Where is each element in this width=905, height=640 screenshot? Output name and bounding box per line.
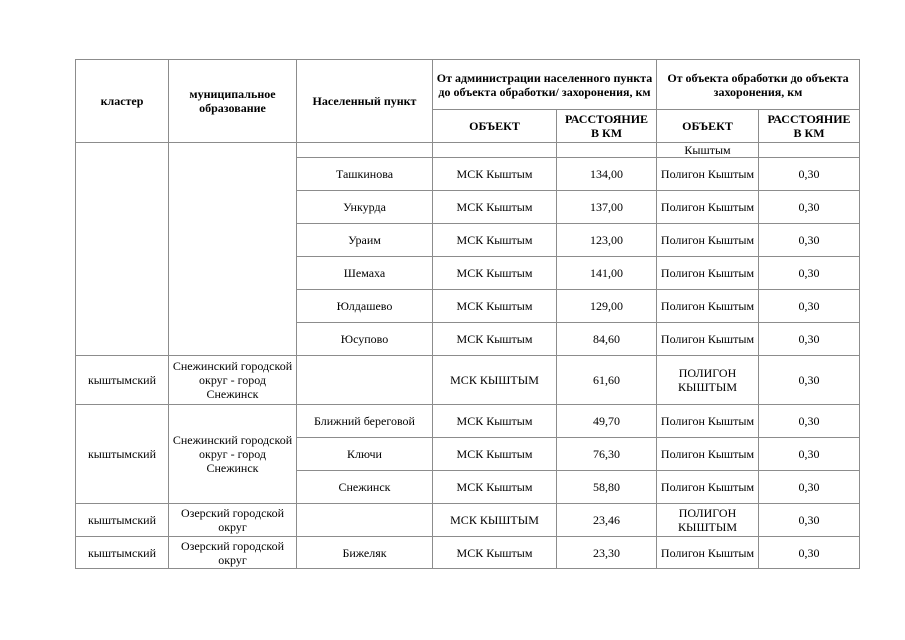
distance2-cell: 0,30 — [759, 438, 860, 471]
object1-cell: МСК Кыштым — [433, 290, 557, 323]
municipality-cell: Озерский городской округ — [169, 537, 297, 569]
settlement-cell: Юлдашево — [297, 290, 433, 323]
header-group-admin-to-object: От администрации населенного пункта до объекта обработки/ захоронения, км — [433, 60, 657, 110]
object1-cell: МСК КЫШТЫМ — [433, 356, 557, 405]
object1-cell: МСК Кыштым — [433, 323, 557, 356]
object2-cell: Полигон Кыштым — [657, 438, 759, 471]
klaster-cell: кыштымский — [76, 537, 169, 569]
object2-cell: Полигон Кыштым — [657, 257, 759, 290]
object2-cell: Полигон Кыштым — [657, 471, 759, 504]
object1-cell: МСК Кыштым — [433, 257, 557, 290]
object1-cell: МСК КЫШТЫМ — [433, 504, 557, 537]
header-object-1: ОБЪЕКТ — [433, 110, 557, 143]
distance2-cell: 0,30 — [759, 356, 860, 405]
header-settlement: Населенный пункт — [297, 60, 433, 143]
distance2-cell: 0,30 — [759, 290, 860, 323]
settlement-cell: Ключи — [297, 438, 433, 471]
object2-cell: Полигон Кыштым — [657, 405, 759, 438]
object1-cell: МСК Кыштым — [433, 158, 557, 191]
object2-cell: Полигон Кыштым — [657, 224, 759, 257]
object1-cell — [433, 143, 557, 158]
distance1-cell: 23,30 — [557, 537, 657, 569]
object1-cell: МСК Кыштым — [433, 191, 557, 224]
distance2-cell: 0,30 — [759, 323, 860, 356]
settlement-cell: Шемаха — [297, 257, 433, 290]
settlement-cell: Ташкинова — [297, 158, 433, 191]
settlement-cell — [297, 356, 433, 405]
distance1-cell: 58,80 — [557, 471, 657, 504]
distance1-cell: 134,00 — [557, 158, 657, 191]
settlement-cell: Бижеляк — [297, 537, 433, 569]
klaster-cell: кыштымский — [76, 405, 169, 504]
distance1-cell: 129,00 — [557, 290, 657, 323]
distance2-cell: 0,30 — [759, 405, 860, 438]
object2-cell: Кыштым — [657, 143, 759, 158]
object2-cell: Полигон Кыштым — [657, 537, 759, 569]
distance2-cell: 0,30 — [759, 191, 860, 224]
settlement-cell: Ближний береговой — [297, 405, 433, 438]
distance2-cell: 0,30 — [759, 158, 860, 191]
object1-cell: МСК Кыштым — [433, 224, 557, 257]
distance1-cell: 49,70 — [557, 405, 657, 438]
distance2-cell — [759, 143, 860, 158]
object1-cell: МСК Кыштым — [433, 537, 557, 569]
distance1-cell: 61,60 — [557, 356, 657, 405]
distance1-cell: 23,46 — [557, 504, 657, 537]
distance1-cell: 123,00 — [557, 224, 657, 257]
table-row — [76, 143, 860, 158]
distance1-cell: 137,00 — [557, 191, 657, 224]
distance1-cell — [557, 143, 657, 158]
object2-cell: ПОЛИГОН КЫШТЫМ — [657, 356, 759, 405]
settlement-cell: Юсупово — [297, 323, 433, 356]
object1-cell: МСК Кыштым — [433, 405, 557, 438]
object2-cell: Полигон Кыштым — [657, 158, 759, 191]
header-distance-2: РАССТОЯНИЕ В КМ — [759, 110, 860, 143]
header-object-2: ОБЪЕКТ — [657, 110, 759, 143]
distance1-cell: 141,00 — [557, 257, 657, 290]
settlement-cell — [297, 504, 433, 537]
object2-cell: Полигон Кыштым — [657, 323, 759, 356]
object2-cell: Полигон Кыштым — [657, 290, 759, 323]
distance2-cell: 0,30 — [759, 504, 860, 537]
table-row — [76, 504, 860, 537]
distance2-cell: 0,30 — [759, 224, 860, 257]
distance1-cell: 76,30 — [557, 438, 657, 471]
table-row — [76, 405, 860, 438]
distance2-cell: 0,30 — [759, 537, 860, 569]
header-municipality: муниципальное образование — [169, 60, 297, 143]
distance1-cell: 84,60 — [557, 323, 657, 356]
object1-cell: МСК Кыштым — [433, 438, 557, 471]
klaster-cell: кыштымский — [76, 504, 169, 537]
distance-table — [75, 59, 860, 569]
distance2-cell: 0,30 — [759, 257, 860, 290]
settlement-cell: Ураим — [297, 224, 433, 257]
table-row — [76, 537, 860, 569]
municipality-cell — [169, 143, 297, 356]
table-row — [76, 356, 860, 405]
municipality-cell: Озерский городской округ — [169, 504, 297, 537]
header-distance-1: РАССТОЯНИЕ В КМ — [557, 110, 657, 143]
settlement-cell — [297, 143, 433, 158]
klaster-cell — [76, 143, 169, 356]
municipality-cell: Снежинский городской округ - город Снежинск — [169, 405, 297, 504]
distance2-cell: 0,30 — [759, 471, 860, 504]
object1-cell: МСК Кыштым — [433, 471, 557, 504]
settlement-cell: Ункурда — [297, 191, 433, 224]
header-klaster: кластер — [76, 60, 169, 143]
header-group-object-to-landfill: От объекта обработки до объекта захоронения, км — [657, 60, 860, 110]
object2-cell: Полигон Кыштым — [657, 191, 759, 224]
settlement-cell: Снежинск — [297, 471, 433, 504]
municipality-cell: Снежинский городской округ - город Снежинск — [169, 356, 297, 405]
object2-cell: ПОЛИГОН КЫШТЫМ — [657, 504, 759, 537]
klaster-cell: кыштымский — [76, 356, 169, 405]
